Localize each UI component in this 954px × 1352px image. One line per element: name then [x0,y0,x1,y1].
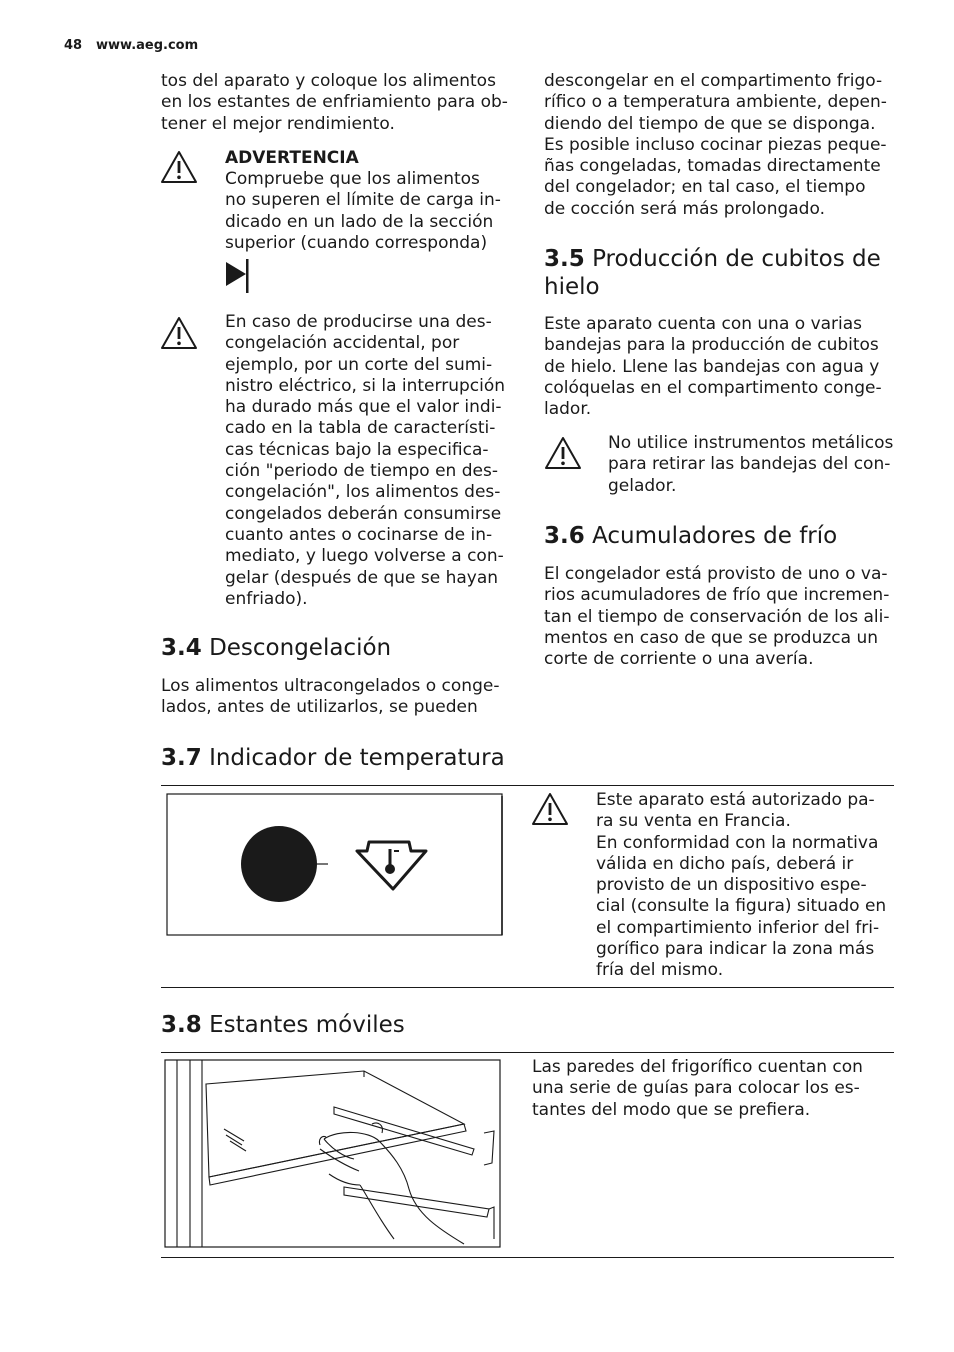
section-heading-3-5 [544,245,904,301]
warning-triangle-icon [160,150,198,184]
section-heading-3-6 [544,522,837,550]
section-heading-3-7 [161,744,505,772]
section-title: Acumuladores de frío [592,523,838,549]
section-heading-3-8 [161,1011,405,1039]
section-number: 3.7 [161,745,202,771]
section-title: Producción de cubitos de hielo [544,246,881,300]
section-3-6-text: El congelador está provisto de uno o va- rios acumuladores de frío que incremen- tan el tiempo de conservación de los ali- mentos en caso de que se produzca un corte de corriente o una avería. [544,564,890,670]
section-divider [161,785,894,786]
warning-triangle-icon [544,436,582,470]
section-divider [161,1052,894,1053]
section-3-5-text: Este aparato cuenta con una o varias bandejas para la producción de cubitos de hielo. Llene las bandejas con agua y colóquelas en el compartimento conge- lador. [544,314,882,420]
section-heading-3-4 [161,634,391,662]
page-number: 48 [64,38,83,53]
warning-defrost-text: En caso de producirse una des- congelación accidental, por ejemplo, por un corte del sumi- nistro eléctrico, si la interrupción ha durado más que el valor indi- cado en la tabla de característi- cas técnicas bajo la especifica- ción "periodo de tiempo en des- congelación", los alimentos des- congelados deberán consumirse cuanto antes o cocinarse de in- mediato, y luego volverse a con- gelar (después de que se hayan enfriado). [225,312,506,609]
section-number: 3.4 [161,635,202,661]
warning-load-limit-text: Compruebe que los alimentos no superen el límite de carga in- dicado en un lado de la sección superior (cuando corresponda) [225,169,501,253]
section-number: 3.6 [544,523,585,549]
section-divider [161,987,894,988]
temperature-indicator-figure [166,793,504,937]
warning-triangle-icon [531,792,569,826]
load-limit-arrow-icon [224,257,252,295]
continued-paragraph: descongelar en el compartimento frigo- rífico o a temperatura ambiente, depen- diendo del tiempo de que se disponga. Es posible incluso cocinar piezas peque- ñas congeladas, tomadas directamente del congelador; en tal caso, el tiempo de cocción será más prolongado. [544,71,887,219]
france-warning-text: Este aparato está autorizado pa- ra su venta en Francia. En conformidad con la normativa válida en dicho país, deberá ir provisto de un dispositivo espe- cial (consulte la figura) situado en el compartimiento inferior del fri- gorífico para indicar la zona más fría del mismo. [596,790,887,981]
section-3-4-text: Los alimentos ultracongelados o conge- lados, antes de utilizarlos, se pueden [161,676,500,718]
warning-title: ADVERTENCIA [225,148,359,168]
warning-triangle-icon [160,316,198,350]
ice-tray-warning-text: No utilice instrumentos metálicos para retirar las bandejas del con- gelador. [608,433,894,496]
section-number: 3.8 [161,1012,202,1038]
section-number: 3.5 [544,246,585,272]
intro-paragraph: tos del aparato y coloque los alimentos en los estantes de enfriamiento para ob- tener el mejor rendimiento. [161,71,508,134]
section-title: Descongelación [209,635,392,661]
section-title: Estantes móviles [209,1012,405,1038]
header-url[interactable]: www.aeg.com [96,38,199,53]
movable-shelf-figure [164,1059,502,1249]
section-3-8-text: Las paredes del frigorífico cuentan con una serie de guías para colocar los es- tantes del modo que se prefiera. [532,1057,863,1120]
section-divider [161,1257,894,1258]
section-title: Indicador de temperatura [209,745,505,771]
